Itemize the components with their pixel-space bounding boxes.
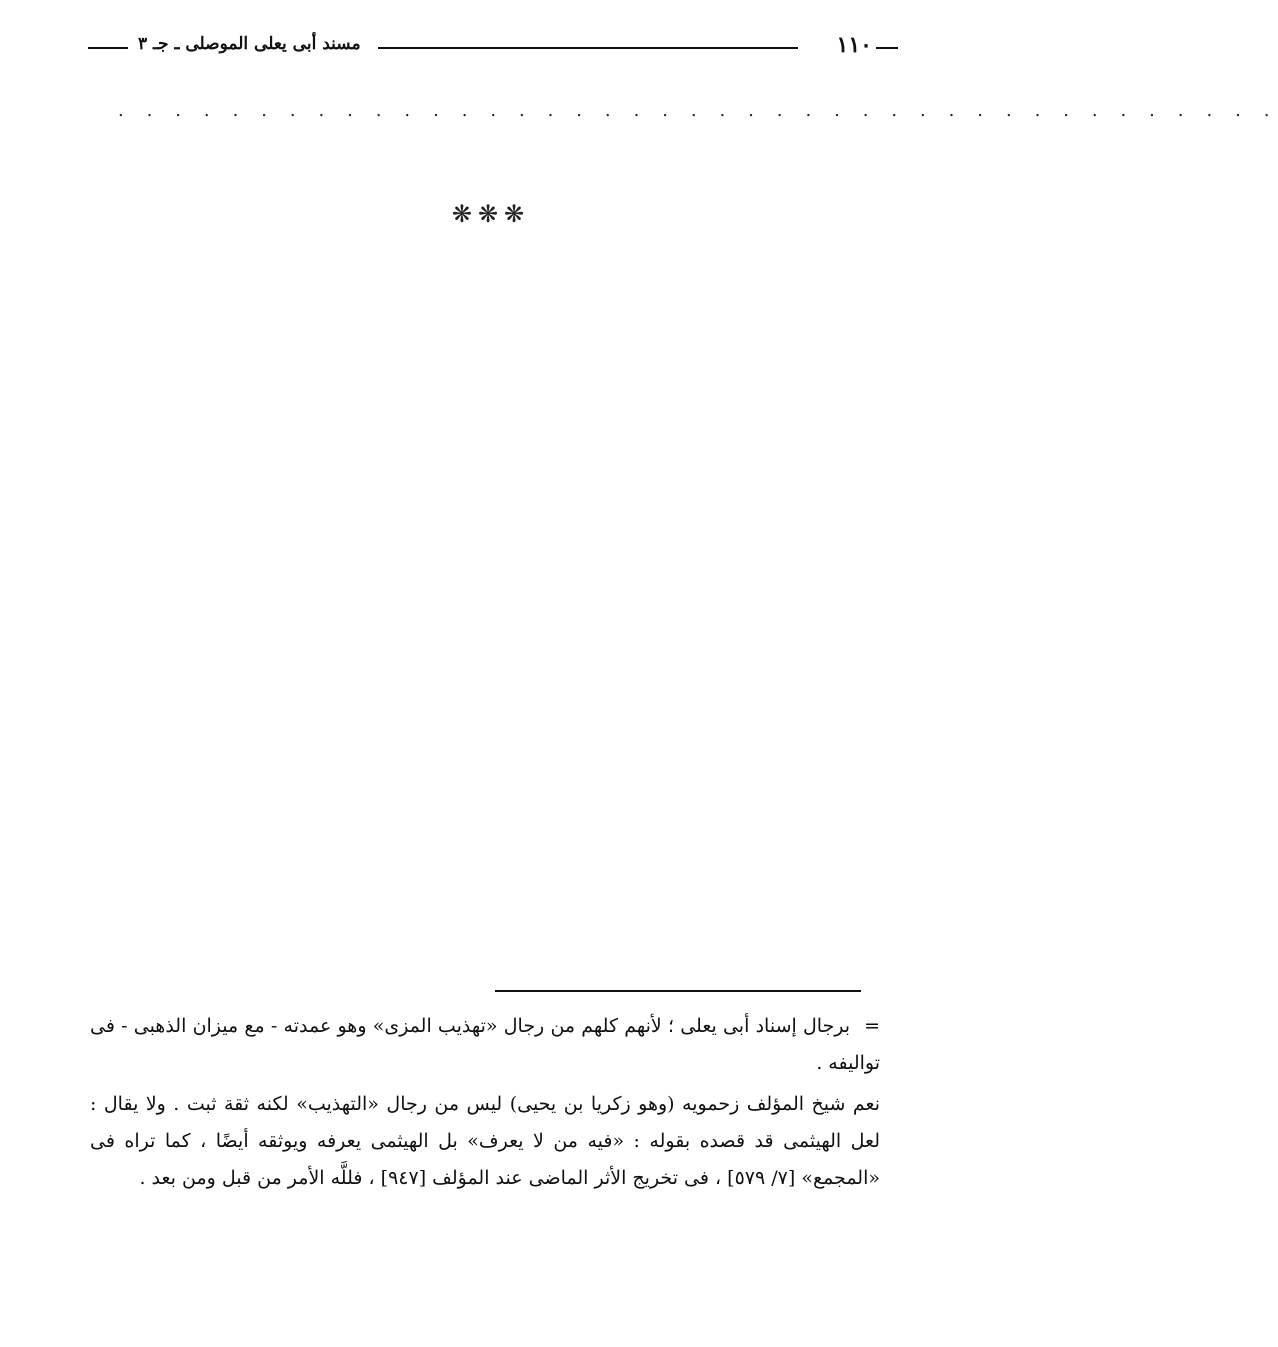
footnote-text: برجال إسناد أبى يعلى ؛ لأنهم كلهم من رجال «تهذيب المزى» وهو عمدته - مع ميزان الذهبى - فى تواليفه . — [90, 1015, 880, 1074]
header-dash-right — [876, 47, 898, 49]
running-title: مسند أبى يعلى الموصلى ـ جـ ٣ — [138, 34, 361, 54]
footnote-paragraph — [90, 1008, 880, 1082]
footnote-paragraph: نعم شيخ المؤلف زحمويه (وهو زكريا بن يحيى) ليس من رجال «التهذيب» لكنه ثقة ثبت . ولا يقال : لعل الهيثمى قد قصده بقوله : «فيه من لا يعرف» بل الهيثمى يعرفه ويوثقه أيضًا ، كما تراه فى «المجمع» [٧/ ٥٧٩] ، فى تخريج الأثر الماضى عند المؤلف [٩٤٧] ، فللَّه الأمر من قبل ومن بعد . — [90, 1093, 880, 1189]
footnote-rule — [495, 990, 861, 992]
continuation-mark: = — [864, 1015, 880, 1037]
header-dash-left — [88, 47, 128, 49]
footnotes — [90, 1008, 880, 1201]
header-rule — [378, 47, 798, 49]
page-number: ١١٠ — [836, 32, 872, 58]
ellipsis-line: . . . . . . . . . . . . . . . . . . . . . . . . . . . . . . . . . . . . . . . . . — [118, 100, 1278, 121]
page-header — [88, 30, 898, 66]
section-separator: ❋❋❋ — [451, 200, 531, 228]
